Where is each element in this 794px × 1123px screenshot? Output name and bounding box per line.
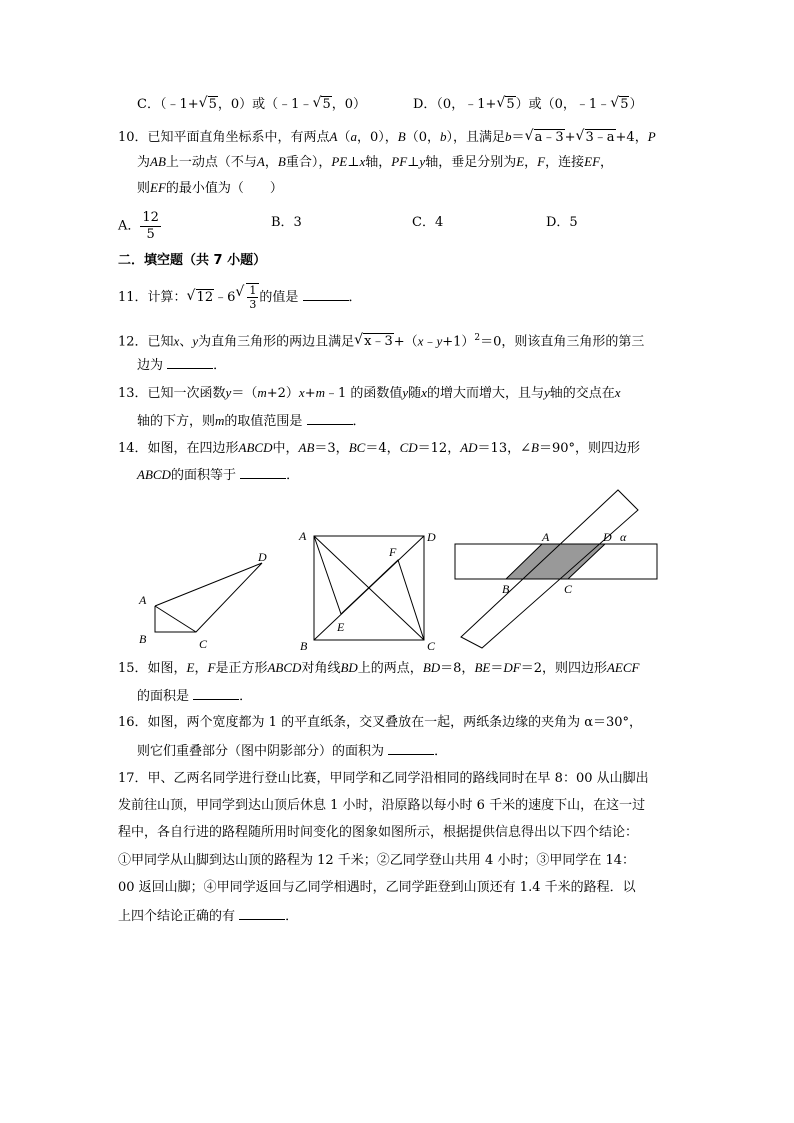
text: ，连接 xyxy=(545,155,585,170)
var: F xyxy=(537,154,546,169)
text: 上四个结论正确的有 xyxy=(118,909,240,924)
fig1-diagonal-ac xyxy=(155,606,196,632)
text: ）或（0，﹣1﹣ xyxy=(515,97,611,112)
var: B xyxy=(277,154,286,169)
text: 为直角三角形的两边且满足 xyxy=(198,334,355,350)
sqrt xyxy=(187,287,215,309)
q10-option-b[interactable]: B．3 xyxy=(271,215,302,230)
text: 轴的交点在 xyxy=(549,386,615,401)
radicand: 3﹣a xyxy=(585,130,615,145)
figures xyxy=(0,488,794,658)
text: 为 xyxy=(137,155,151,170)
text: ＝13，∠ xyxy=(477,441,531,456)
text: ﹣6 xyxy=(214,290,236,305)
text: C．（﹣1+ xyxy=(137,97,199,112)
q17-line-1: 17．甲、乙两名同学进行登山比赛，甲同学和乙同学沿相同的路线同时在早 8：00 从山脚出 xyxy=(118,771,649,786)
var: E xyxy=(186,660,195,675)
var: ABCD xyxy=(238,440,273,455)
fig2-label-a: A xyxy=(299,529,307,543)
text: 是正方形 xyxy=(215,661,268,676)
numerator: 12 xyxy=(142,210,159,225)
text: 13．已知一次函数 xyxy=(118,386,226,401)
text: 、 xyxy=(179,334,193,350)
sqrt xyxy=(576,127,616,149)
figure-strips xyxy=(455,490,657,648)
section-title: 二．填空题（共 7 小题） xyxy=(118,253,267,268)
text: 则它们重叠部分（图中阴影部分）的面积为 xyxy=(137,744,389,759)
radicand: 5 xyxy=(208,97,217,112)
fig3-label-b: B xyxy=(502,582,510,596)
radicand: 5 xyxy=(620,97,629,112)
text: 10．已知平面直角坐标系中，有两点 xyxy=(118,130,330,145)
fig1-label-c: C xyxy=(199,637,208,651)
q10-line-3 xyxy=(137,177,283,200)
text: ＝8， xyxy=(440,661,475,676)
q12-line-2 xyxy=(137,354,226,377)
radicand: 12 xyxy=(196,290,214,305)
text: +4， xyxy=(615,130,648,145)
var: y xyxy=(543,385,550,400)
var: BD xyxy=(340,660,358,675)
var: x xyxy=(298,385,305,400)
var: a xyxy=(350,129,358,144)
text: 14．如图，在四边形 xyxy=(118,441,239,456)
var: x xyxy=(614,385,621,400)
var: ABCD xyxy=(137,467,171,482)
text: + xyxy=(304,386,316,401)
text: ＝ xyxy=(511,130,525,145)
answer-blank[interactable] xyxy=(240,464,286,479)
q17-line-4: ①甲同学从山脚到达山顶的路程为 12 千米；②乙同学登山共用 4 小时；③甲同学在 14： xyxy=(118,853,636,868)
answer-blank[interactable] xyxy=(303,286,349,301)
text: ＝90°，则四边形 xyxy=(538,441,640,456)
fig3-overlap-shaded xyxy=(506,544,605,579)
text: 轴的下方，则 xyxy=(137,414,216,429)
text: 上的两点， xyxy=(357,661,423,676)
text: ． xyxy=(239,689,253,704)
denominator: 3 xyxy=(249,298,257,311)
var: y xyxy=(436,333,443,349)
sqrt-fraction xyxy=(235,283,259,311)
var: E xyxy=(516,154,525,169)
var: PF xyxy=(391,154,408,169)
var: m xyxy=(315,385,325,400)
q15-line-1 xyxy=(118,657,639,680)
fig1-outline xyxy=(155,563,262,632)
sqrt xyxy=(610,94,629,116)
answer-blank[interactable] xyxy=(239,905,285,920)
answer-blank[interactable] xyxy=(167,354,213,369)
text: （0， xyxy=(405,130,441,145)
text: ），且满足 xyxy=(446,130,506,145)
text: A． xyxy=(118,218,141,234)
var: b xyxy=(505,129,512,144)
var: m xyxy=(257,385,267,400)
q17-line-5: 00 返回山脚；④甲同学返回与乙同学相遇时，乙同学距登到山顶还有 1.4 千米的路程．以 xyxy=(118,880,636,895)
var: x xyxy=(417,333,424,349)
fig1-label-a: A xyxy=(139,593,147,607)
text: 轴，垂足分别为 xyxy=(425,155,517,170)
text: 边为 xyxy=(137,358,168,373)
answer-blank[interactable] xyxy=(193,685,239,700)
q15-line-2 xyxy=(137,685,252,708)
text: 轴， xyxy=(365,155,392,170)
fig2-label-e: E xyxy=(337,620,345,634)
var: BE xyxy=(474,660,491,675)
text: ＝0，则该直角三角形的第三 xyxy=(480,334,645,350)
q16-line-1: 16．如图，两个宽度都为 1 的平直纸条，交叉叠放在一起，两纸条边缘的夹角为 α＝30°， xyxy=(118,715,643,730)
var: x xyxy=(359,154,366,169)
sqrt xyxy=(312,94,331,116)
var: A xyxy=(256,154,265,169)
radicand: a﹣3 xyxy=(534,130,564,145)
q14-line-2 xyxy=(137,464,299,487)
text: ＝4， xyxy=(365,441,400,456)
figure-quadrilateral xyxy=(155,563,262,632)
var: x xyxy=(173,333,180,349)
q13-line-2 xyxy=(137,410,366,433)
text: ． xyxy=(286,468,300,483)
q9-option-d[interactable] xyxy=(413,94,642,116)
text: ． xyxy=(213,358,227,373)
text: +（ xyxy=(393,334,418,350)
text: 的取值范围是 xyxy=(224,414,307,429)
var: P xyxy=(647,129,656,144)
radicand: 5 xyxy=(322,97,331,112)
text: ， xyxy=(600,155,614,170)
text: （ xyxy=(337,130,351,145)
text: ＝（ xyxy=(231,386,258,401)
var: PE xyxy=(331,154,348,169)
var: ABCD xyxy=(267,660,302,675)
text: 上一动点（不与 xyxy=(165,155,257,170)
var: y xyxy=(419,154,426,169)
fig2-label-c: C xyxy=(427,639,436,653)
var: BC xyxy=(348,440,366,455)
fraction xyxy=(140,210,161,243)
text: ﹣ xyxy=(423,334,437,350)
text: 的值是 xyxy=(259,290,303,305)
fig2-label-b: B xyxy=(300,639,308,653)
text: ＝3， xyxy=(314,441,349,456)
q10-option-d[interactable]: D．5 xyxy=(546,215,578,230)
text: ， xyxy=(524,155,538,170)
text: ， xyxy=(194,661,208,676)
sqrt xyxy=(496,94,515,116)
text: ． xyxy=(352,414,366,429)
text: ，0）或（﹣1﹣ xyxy=(217,97,313,112)
text: ⊥ xyxy=(347,155,360,170)
q9-option-c[interactable] xyxy=(137,97,366,112)
text: ． xyxy=(434,744,448,759)
q17-line-2: 发前往山顶，甲同学到达山顶后休息 1 小时，沿原路以每小时 6 千米的速度下山，在这一过 xyxy=(118,798,646,813)
text: ， xyxy=(264,155,278,170)
var: AB xyxy=(150,154,166,169)
radicand xyxy=(246,283,259,311)
var: EF xyxy=(584,154,601,169)
text: 的最小值为（ ） xyxy=(165,181,283,196)
text: 则 xyxy=(137,181,151,196)
var: AD xyxy=(460,440,478,455)
var: x xyxy=(421,385,427,400)
text: ＝2，则四边形 xyxy=(520,661,607,676)
text: D．（0，﹣1+ xyxy=(413,97,497,112)
text: 的面积是 xyxy=(137,689,194,704)
text: 11．计算： xyxy=(118,290,187,305)
sqrt xyxy=(199,94,218,116)
fig3-label-d: D xyxy=(603,530,612,544)
q10-line-2 xyxy=(137,151,613,174)
fig2-label-d: D xyxy=(427,530,436,544)
var: CD xyxy=(399,440,418,455)
text: 中， xyxy=(272,441,299,456)
var: m xyxy=(215,413,225,428)
text: + xyxy=(564,130,576,145)
text: ⊥ xyxy=(407,155,420,170)
text: 重合）， xyxy=(285,155,332,170)
var: BD xyxy=(422,660,441,675)
var: DF xyxy=(503,660,521,675)
var: F xyxy=(207,660,216,675)
text: 12．已知 xyxy=(118,334,174,350)
figure-square xyxy=(314,536,424,640)
radicand: 5 xyxy=(506,97,515,112)
var: A xyxy=(329,129,338,144)
radicand: x﹣3 xyxy=(364,334,393,350)
text: +1） xyxy=(442,334,475,350)
fig3-label-a: A xyxy=(542,530,550,544)
var: AECF xyxy=(606,660,640,675)
q9-options-line xyxy=(137,94,643,116)
q14-line-1 xyxy=(118,437,640,460)
fig3-label-alpha: α xyxy=(620,530,627,544)
fraction xyxy=(247,284,258,311)
text: ＝12， xyxy=(417,441,461,456)
var: EF xyxy=(150,180,166,195)
var: AB xyxy=(298,440,315,455)
q12-line-1 xyxy=(118,327,644,353)
text: ﹣1 的函数值 xyxy=(324,386,403,401)
fig1-label-b: B xyxy=(139,632,147,646)
sqrt xyxy=(354,331,394,353)
text: 15．如图， xyxy=(118,661,187,676)
text: ，0） xyxy=(331,97,367,112)
text: ． xyxy=(285,909,299,924)
text: ＝ xyxy=(490,661,504,676)
numerator: √ 1 xyxy=(249,284,257,297)
fig2-label-f: F xyxy=(389,545,397,559)
q17-line-6 xyxy=(118,905,298,928)
answer-blank[interactable] xyxy=(307,410,353,425)
text: +2） xyxy=(266,386,299,401)
q10-option-a[interactable] xyxy=(118,210,161,243)
denominator: 5 xyxy=(146,227,155,242)
var: b xyxy=(440,129,447,144)
text: 随 xyxy=(408,386,422,401)
fig3-label-c: C xyxy=(564,582,573,596)
q11-line xyxy=(118,283,362,313)
text: ） xyxy=(629,97,643,112)
text: 对角线 xyxy=(301,661,341,676)
text: ，0）， xyxy=(357,130,398,145)
text: 的面积等于 xyxy=(170,468,241,483)
text: 的增大而增大，且与 xyxy=(426,386,544,401)
q10-line-1 xyxy=(118,126,656,149)
q13-line-1 xyxy=(118,382,621,405)
answer-blank[interactable] xyxy=(388,740,434,755)
var: y xyxy=(225,385,232,400)
var: B xyxy=(397,129,406,144)
var: B xyxy=(530,440,539,455)
text: ． xyxy=(348,290,362,305)
sqrt xyxy=(525,127,565,149)
q16-line-2 xyxy=(137,740,447,763)
var: y xyxy=(402,385,409,400)
q10-option-c[interactable]: C．4 xyxy=(412,215,444,230)
fig1-label-d: D xyxy=(258,550,267,564)
exponent: 2 xyxy=(474,333,481,343)
var: y xyxy=(192,333,199,349)
q17-line-3: 程中，各自行进的路程随所用时间变化的图象如图所示，根据提供信息得出以下四个结论： xyxy=(118,825,639,840)
